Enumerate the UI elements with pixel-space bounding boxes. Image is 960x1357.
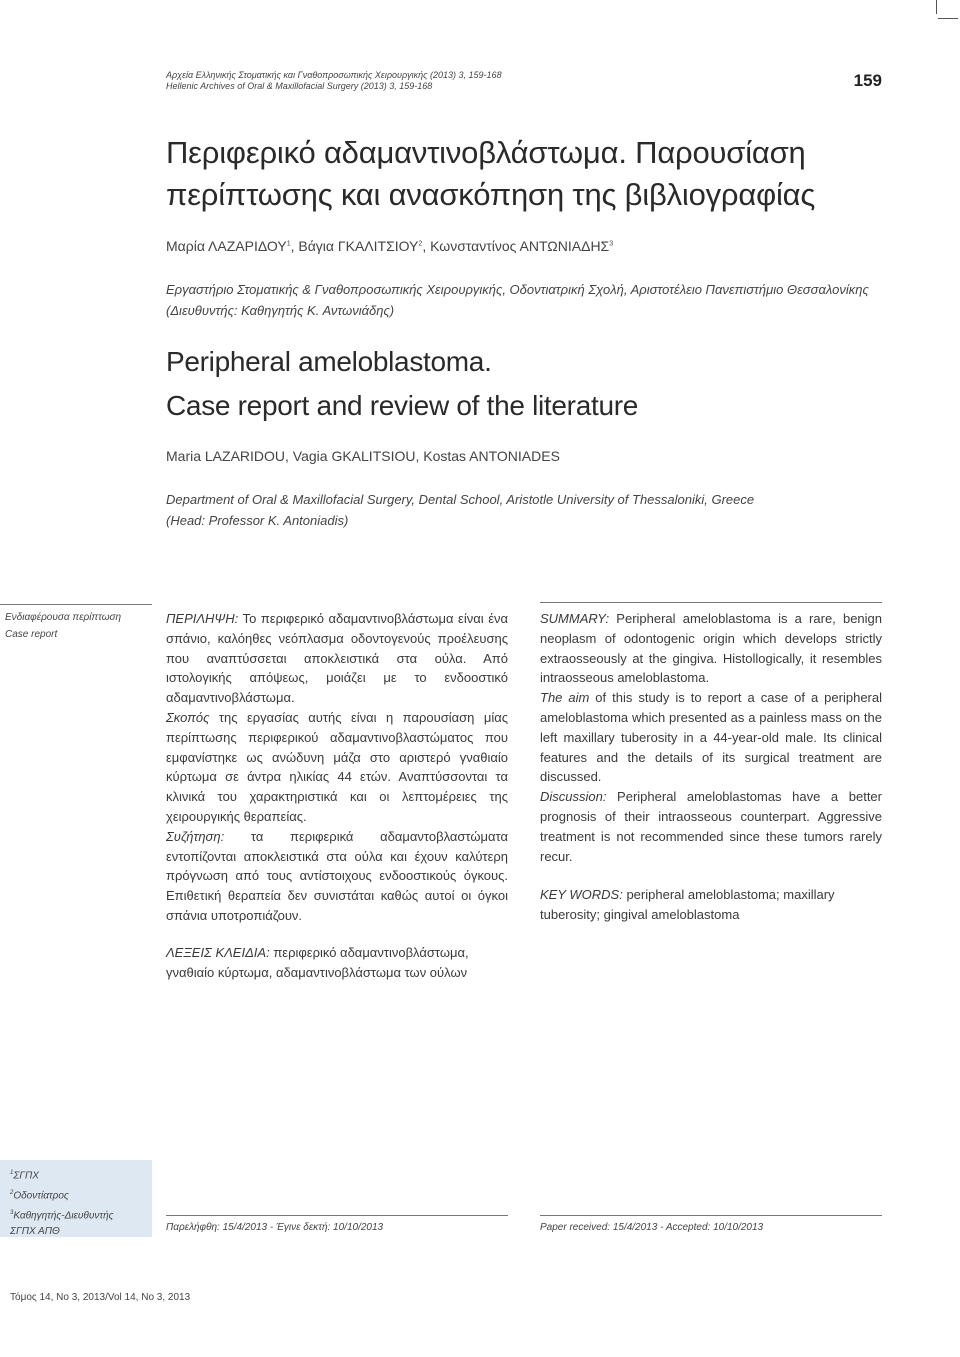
divider-dates-greek xyxy=(166,1215,508,1216)
title-greek xyxy=(166,132,906,216)
page-number: 159 xyxy=(853,71,882,90)
footnote-1 xyxy=(10,1165,114,1185)
aim-label-greek: Σκοπός xyxy=(166,709,210,725)
summary-label-english: SUMMARY: xyxy=(540,611,610,626)
keywords-text-greek: περιφερικό αδαμαντινοβλάστωμα, γναθιαίο κύρτωμα, αδαμαντινοβλάστωμα των ούλων xyxy=(166,945,469,980)
keywords-label-english: KEY WORDS: xyxy=(540,887,623,902)
article-type-english: Case report xyxy=(5,629,58,640)
aim-text-greek: της εργασίας αυτής είναι η παρουσίαση μίας περίπτωσης περιφερικού αδαμαντινοβλαστώματος που εμφανίστηκε ως ανώδυνη μάζα στο αριστερό γναθιαίο κύρτωμα σε άντρα ηλικίας 44 ετών. Αναπτύσσονται τα κλινικά του χαρακτηριστικά και οι λεπτομέρειες της χειρουργικής θεραπείας. xyxy=(166,709,508,824)
author-3-sup: 3 xyxy=(609,240,614,248)
keywords-english xyxy=(540,885,882,925)
authors-greek xyxy=(166,238,886,254)
journal-citation-greek: Αρχεία Ελληνικής Στοματικής και Γναθοπροσωπικής Χειρουργικής (2013) 3, 159-168 xyxy=(166,70,502,80)
footnotes xyxy=(10,1165,114,1241)
summary-text-greek: Το περιφερικό αδαμαντινοβλάστωμα είναι ένα σπάνιο, καλόηθες νεόπλασμα οδοντογενούς προέλευσης που αναπτύσσεται αποκλειστικά στα ούλα. Από ιστολογικής απόψεως, μοιάζει με το ενδοοστικό αδαμαντινοβλάστωμα. xyxy=(166,611,508,706)
abstract-english-discussion xyxy=(540,787,882,866)
affiliation-english-line1: Department of Oral & Maxillofacial Surgery, Dental School, Aristotle University of Thessaloniki, Greece xyxy=(166,492,755,507)
author-2-sup: 2 xyxy=(418,240,423,248)
affiliation-greek-line2: (Διευθυντής: Καθηγητής Κ. Αντωνιάδης) xyxy=(166,303,395,318)
received-dates-greek: Παρελήφθη: 15/4/2013 - Έγινε δεκτή: 10/10/2013 xyxy=(166,1222,384,1233)
divider-dates-english xyxy=(540,1215,882,1216)
journal-citation-english: Hellenic Archives of Oral & Maxillofacial Surgery (2013) 3, 159-168 xyxy=(166,81,433,91)
author-2: , Βάγια ΓΚΑΛΙΤΣΙΟΥ xyxy=(290,238,419,254)
summary-text-english: Peripheral ameloblastoma is a rare, benign neoplasm of odontogenic origin which develops strictly extraosseously at the gingiva. Histollogically, it resembles intraosseous ameloblastoma. xyxy=(540,611,882,686)
abstract-greek-discussion xyxy=(166,827,508,926)
footnote-2 xyxy=(10,1185,114,1205)
title-english-line2: Case report and review of the literature xyxy=(166,390,639,421)
article-type-greek: Ενδιαφέρουσα περίπτωση xyxy=(5,612,122,623)
abstract-greek xyxy=(166,609,508,926)
summary-label-greek: ΠΕΡΙΛΗΨΗ: xyxy=(166,611,239,626)
divider-english xyxy=(540,602,882,603)
keywords-greek xyxy=(166,943,508,983)
affiliation-english-line2: (Head: Professor K. Antoniadis) xyxy=(166,513,349,528)
authors-english: Maria LAZARIDOU, Vagia GKALITSIOU, Kostas ANTONIADES xyxy=(166,448,560,464)
author-1-sup: 1 xyxy=(286,240,291,248)
affiliation-greek-line1: Εργαστήριο Στοματικής & Γναθοπροσωπικής Χειρουργικής, Οδοντιατρική Σχολή, Αριστοτέλειο Πανεπιστήμιο Θεσσαλονίκης xyxy=(166,282,869,297)
footnote-3-text: Καθηγητής-Διευθυντής xyxy=(13,1209,114,1221)
title-english-line1: Peripheral ameloblastoma. xyxy=(166,346,492,377)
abstract-english xyxy=(540,609,882,866)
author-3: , Κωνσταντίνος ΑΝΤΩΝΙΑΔΗΣ xyxy=(422,238,610,254)
abstract-greek-aim xyxy=(166,708,508,827)
article-type-label xyxy=(5,609,155,643)
title-greek-line1: Περιφερικό αδαμαντινοβλάστωμα. Παρουσίαση xyxy=(166,135,806,170)
abstract-greek-summary xyxy=(166,609,508,708)
aim-label-english: The aim xyxy=(540,690,590,706)
discussion-label-greek: Συζήτηση: xyxy=(166,828,225,844)
footnote-1-sup: 1 xyxy=(10,1170,14,1176)
keywords-text-english: peripheral ameloblastoma; maxillary tuberosity; gingival ameloblastoma xyxy=(540,887,835,922)
divider-left xyxy=(0,604,152,605)
footnote-2-sup: 2 xyxy=(10,1189,14,1196)
footnote-4: ΣΓΠΧ ΑΠΘ xyxy=(10,1226,60,1238)
affiliation-greek xyxy=(166,279,906,321)
discussion-text-english: Peripheral ameloblastomas have a better prognosis of their intraosseous counterpart. Aggressive treatment is not recommended since these tumors rarely recur. xyxy=(540,789,882,864)
discussion-text-greek: τα περιφερικά αδαμαντοβλαστώματα εντοπίζονται αποκλειστικά στα ούλα και έχουν καλύτερη πρόγνωση από τους αντίστοιχους ενδοοστικούς όγκους. Επιθετική θεραπεία δεν συνιστάται καθώς αυτοί οι όγκοι σπάνια υποτροπιάζουν. xyxy=(166,828,508,923)
aim-text-english: of this study is to report a case of a peripheral ameloblastoma which presented as a painless mass on the left maxillary tuberosity in a 44-year-old male. Its clinical features and the details of its surgical treatment are discussed. xyxy=(540,690,882,785)
title-greek-line2: περίπτωσης και ανασκόπηση της βιβλιογραφίας xyxy=(166,177,816,212)
crop-mark-horizontal xyxy=(938,18,958,19)
author-1: Μαρία ΛΑΖΑΡΙΔΟΥ xyxy=(166,238,287,254)
journal-citation xyxy=(166,70,606,92)
footnote-3-sup: 3 xyxy=(10,1209,14,1216)
abstract-english-summary xyxy=(540,609,882,688)
keywords-label-greek: ΛΕΞΕΙΣ ΚΛΕΙΔΙΑ: xyxy=(166,945,270,960)
title-english xyxy=(166,340,906,428)
discussion-label-english: Discussion: xyxy=(540,789,607,805)
footnote-2-text: Οδοντίατρος xyxy=(13,1190,69,1202)
footnote-3 xyxy=(10,1205,114,1225)
abstract-english-aim xyxy=(540,688,882,787)
received-dates-english: Paper received: 15/4/2013 - Accepted: 10/10/2013 xyxy=(540,1222,764,1233)
footnote-1-text: ΣΓΠΧ xyxy=(13,1170,39,1182)
volume-info: Τόμος 14, No 3, 2013/Vol 14, No 3, 2013 xyxy=(10,1292,191,1303)
crop-mark-vertical xyxy=(936,0,937,14)
affiliation-english xyxy=(166,489,906,531)
